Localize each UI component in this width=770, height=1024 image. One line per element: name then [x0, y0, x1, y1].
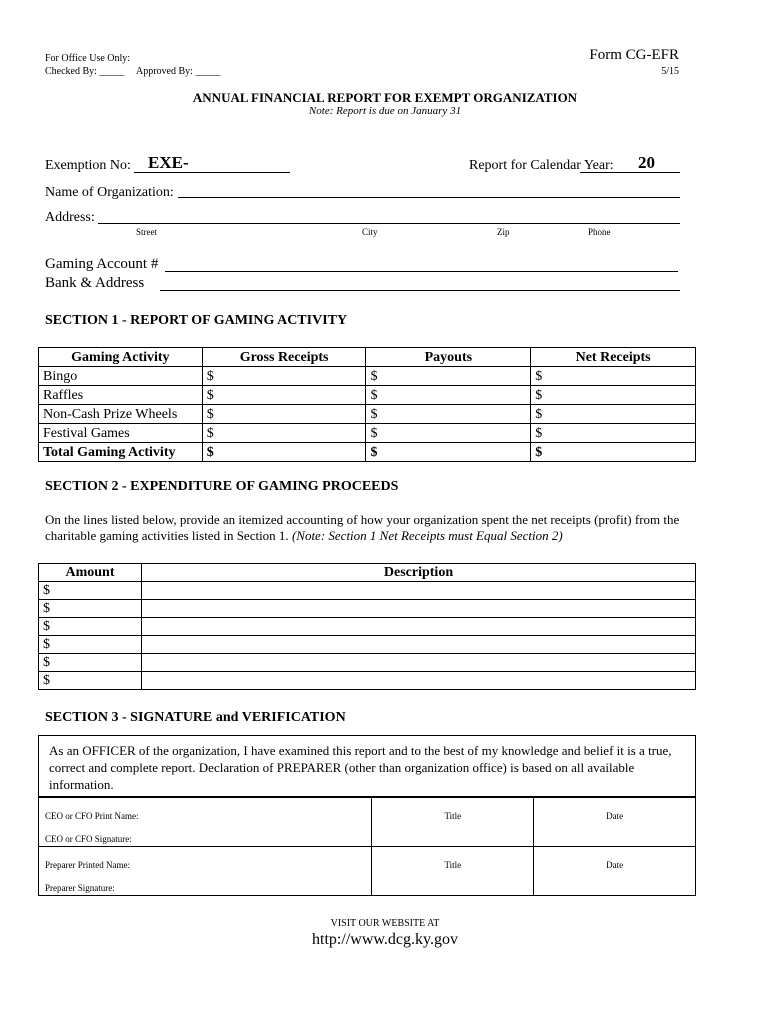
section1-heading: SECTION 1 - REPORT OF GAMING ACTIVITY [45, 313, 348, 328]
ceo-name-label: CEO or CFO Print Name: [45, 811, 139, 821]
activity-name: Bingo [39, 367, 203, 386]
amount-cell[interactable]: $ [39, 672, 142, 690]
preparer-signature-label: Preparer Signature: [45, 883, 115, 893]
amount-cell[interactable]: $ [39, 636, 142, 654]
section3-heading: SECTION 3 - SIGNATURE and VERIFICATION [45, 710, 346, 725]
section2-intro-note: (Note: Section 1 Net Receipts must Equal Section 2) [291, 528, 563, 543]
section2-intro-text: On the lines listed below, provide an itemized accounting of how your organization spent the net receipts (profit) from the charitable gaming activities listed in Section 1. [45, 512, 680, 543]
title-label: Title [444, 860, 462, 870]
column-header: Gross Receipts [202, 348, 366, 367]
amount-cell[interactable]: $ [39, 600, 142, 618]
address-street-label: Street [136, 227, 157, 237]
office-use-label: For Office Use Only: [45, 53, 131, 64]
ceo-date-cell[interactable] [534, 798, 696, 847]
amount-cell[interactable]: $ [39, 618, 142, 636]
net-receipts-cell[interactable]: $ [531, 367, 696, 386]
website-link[interactable]: http://www.dcg.ky.gov [312, 931, 458, 948]
ceo-signature-label: CEO or CFO Signature: [45, 834, 132, 844]
activity-name: Non-Cash Prize Wheels [39, 405, 203, 424]
form-revision: 5/15 [661, 66, 679, 77]
verification-statement: As an OFFICER of the organization, I have examined this report and to the best of my knowledge and belief it is a true, correct and complete report. Declaration of PREPARER (other than organization office) is based on all available information. [38, 735, 696, 797]
preparer-date-cell[interactable] [534, 847, 696, 896]
approved-by-field[interactable]: Approved By: _____ [136, 66, 221, 77]
table-row [39, 386, 696, 405]
column-header: Gaming Activity [39, 348, 203, 367]
description-cell[interactable] [142, 582, 696, 600]
amount-cell[interactable]: $ [39, 654, 142, 672]
section2-heading: SECTION 2 - EXPENDITURE OF GAMING PROCEEDS [45, 479, 399, 494]
activity-name: Festival Games [39, 424, 203, 443]
address-phone-label: Phone [588, 227, 611, 237]
org-name-label: Name of Organization: [45, 185, 174, 200]
gaming-account-field[interactable] [165, 256, 678, 272]
total-row [39, 443, 696, 462]
gross-receipts-cell[interactable]: $ [202, 405, 366, 424]
description-cell[interactable] [142, 600, 696, 618]
table-row [39, 600, 696, 618]
table-row [39, 405, 696, 424]
table-row [39, 424, 696, 443]
preparer-cell[interactable] [39, 847, 372, 896]
column-header: Payouts [366, 348, 531, 367]
table-header-row [39, 564, 696, 582]
net-receipts-cell[interactable]: $ [531, 386, 696, 405]
date-label: Date [606, 860, 624, 870]
address-city-label: City [362, 227, 378, 237]
net-receipts-cell[interactable]: $ [531, 424, 696, 443]
column-header: Amount [39, 564, 142, 582]
ceo-title-cell[interactable] [372, 798, 534, 847]
exemption-prefix: EXE- [148, 153, 189, 172]
payouts-cell[interactable]: $ [366, 424, 531, 443]
page-title: ANNUAL FINANCIAL REPORT FOR EXEMPT ORGANIZATION [192, 90, 578, 105]
description-cell[interactable] [142, 654, 696, 672]
checked-by-field[interactable]: Checked By: _____ [45, 66, 125, 77]
address-zip-label: Zip [497, 227, 510, 237]
report-year-prefix: 20 [638, 153, 655, 172]
description-cell[interactable] [142, 636, 696, 654]
signature-table [38, 797, 696, 896]
bank-field[interactable] [160, 275, 680, 291]
gaming-activity-table [38, 347, 696, 462]
date-label: Date [606, 811, 624, 821]
ceo-row [39, 798, 696, 847]
due-note: Note: Report is due on January 31 [308, 105, 462, 117]
column-header: Description [142, 564, 696, 582]
expenditure-table [38, 563, 696, 690]
gaming-account-label: Gaming Account # [45, 256, 159, 272]
gross-receipts-cell[interactable]: $ [202, 424, 366, 443]
gross-receipts-cell[interactable]: $ [202, 386, 366, 405]
table-header-row [39, 348, 696, 367]
payouts-total-cell[interactable]: $ [366, 443, 531, 462]
payouts-cell[interactable]: $ [366, 367, 531, 386]
org-name-field[interactable] [178, 183, 680, 198]
table-row [39, 582, 696, 600]
address-label: Address: [45, 210, 95, 225]
bank-label: Bank & Address [45, 275, 145, 291]
table-row [39, 636, 696, 654]
ceo-cell[interactable] [39, 798, 372, 847]
gross-receipts-total-cell[interactable]: $ [202, 443, 366, 462]
amount-cell[interactable]: $ [39, 582, 142, 600]
payouts-cell[interactable]: $ [366, 405, 531, 424]
table-row [39, 654, 696, 672]
activity-name: Total Gaming Activity [39, 443, 203, 462]
preparer-title-cell[interactable] [372, 847, 534, 896]
column-header: Net Receipts [531, 348, 696, 367]
address-field[interactable] [98, 209, 680, 224]
activity-name: Raffles [39, 386, 203, 405]
exemption-label: Exemption No: [45, 158, 131, 173]
report-year-field[interactable] [580, 155, 680, 173]
form-id: Form CG-EFR [589, 47, 679, 63]
payouts-cell[interactable]: $ [366, 386, 531, 405]
table-row [39, 618, 696, 636]
exemption-field[interactable] [134, 155, 290, 173]
description-cell[interactable] [142, 672, 696, 690]
net-receipts-total-cell[interactable]: $ [531, 443, 696, 462]
table-row [39, 672, 696, 690]
website-label: VISIT OUR WEBSITE AT [330, 918, 440, 929]
gross-receipts-cell[interactable]: $ [202, 367, 366, 386]
preparer-row [39, 847, 696, 896]
title-label: Title [444, 811, 462, 821]
preparer-name-label: Preparer Printed Name: [45, 860, 130, 870]
report-year-label: Report for Calendar Year: [469, 158, 614, 173]
net-receipts-cell[interactable]: $ [531, 405, 696, 424]
section2-intro [45, 512, 715, 544]
description-cell[interactable] [142, 618, 696, 636]
table-row [39, 367, 696, 386]
